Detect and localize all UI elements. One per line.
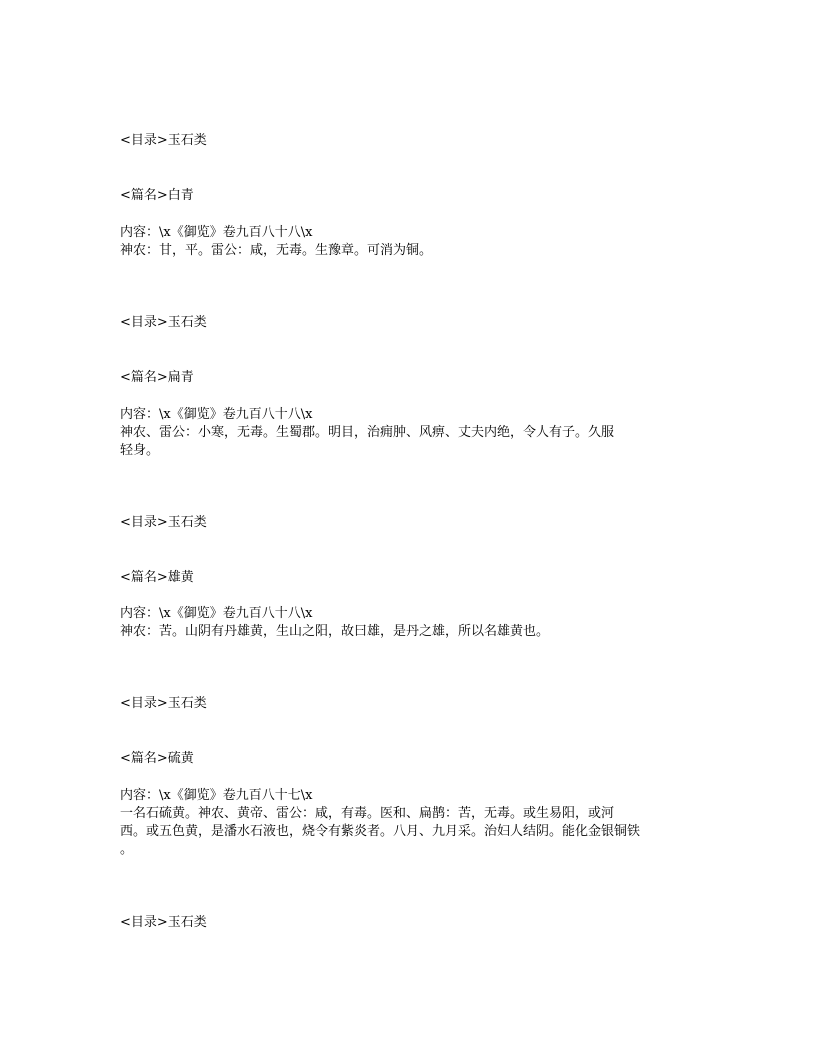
entry-source: 内容：\x《御览》卷九百八十八\x — [120, 407, 313, 422]
body-line: 神农：苦。山阴有丹雄黄，生山之阳，故曰雄，是丹之雄，所以名雄黄也。 — [120, 624, 550, 639]
catalog-heading: <目录>玉石类 — [120, 915, 207, 930]
entry-source: 内容：\x《御览》卷九百八十八\x — [120, 606, 313, 621]
body-line: 一名石硫黄。神农、黄帝、雷公：咸，有毒。医和、扁鹊：苦，无毒。或生易阳，或河 — [120, 806, 615, 821]
entry-source: 内容：\x《御览》卷九百八十八\x — [120, 225, 313, 240]
body-line: 。 — [120, 842, 134, 857]
entry-body — [120, 623, 660, 641]
entry-body — [120, 805, 660, 859]
entry-title: <篇名>硫黄 — [120, 751, 194, 766]
body-line: 神农、雷公：小寒，无毒。生蜀郡。明目，治痈肿、风痹、丈夫内绝，令人有子。久服 — [120, 425, 615, 440]
entry-body — [120, 242, 660, 260]
entry-source: 内容：\x《御览》卷九百八十七\x — [120, 788, 313, 803]
body-line: 轻身。 — [120, 443, 160, 458]
entry-body — [120, 424, 660, 460]
catalog-heading: <目录>玉石类 — [120, 133, 207, 148]
entry-title: <篇名>白青 — [120, 188, 194, 203]
catalog-heading: <目录>玉石类 — [120, 515, 207, 530]
body-line: 西。或五色黄，是潘水石液也，烧令有紫炎者。八月、九月采。治妇人结阴。能化金银铜铁 — [120, 824, 641, 839]
entry-title: <篇名>雄黄 — [120, 570, 194, 585]
catalog-heading: <目录>玉石类 — [120, 696, 207, 711]
entry-title: <篇名>扁青 — [120, 370, 194, 385]
body-line: 神农：甘，平。雷公：咸，无毒。生豫章。可消为铜。 — [120, 243, 433, 258]
catalog-heading: <目录>玉石类 — [120, 315, 207, 330]
